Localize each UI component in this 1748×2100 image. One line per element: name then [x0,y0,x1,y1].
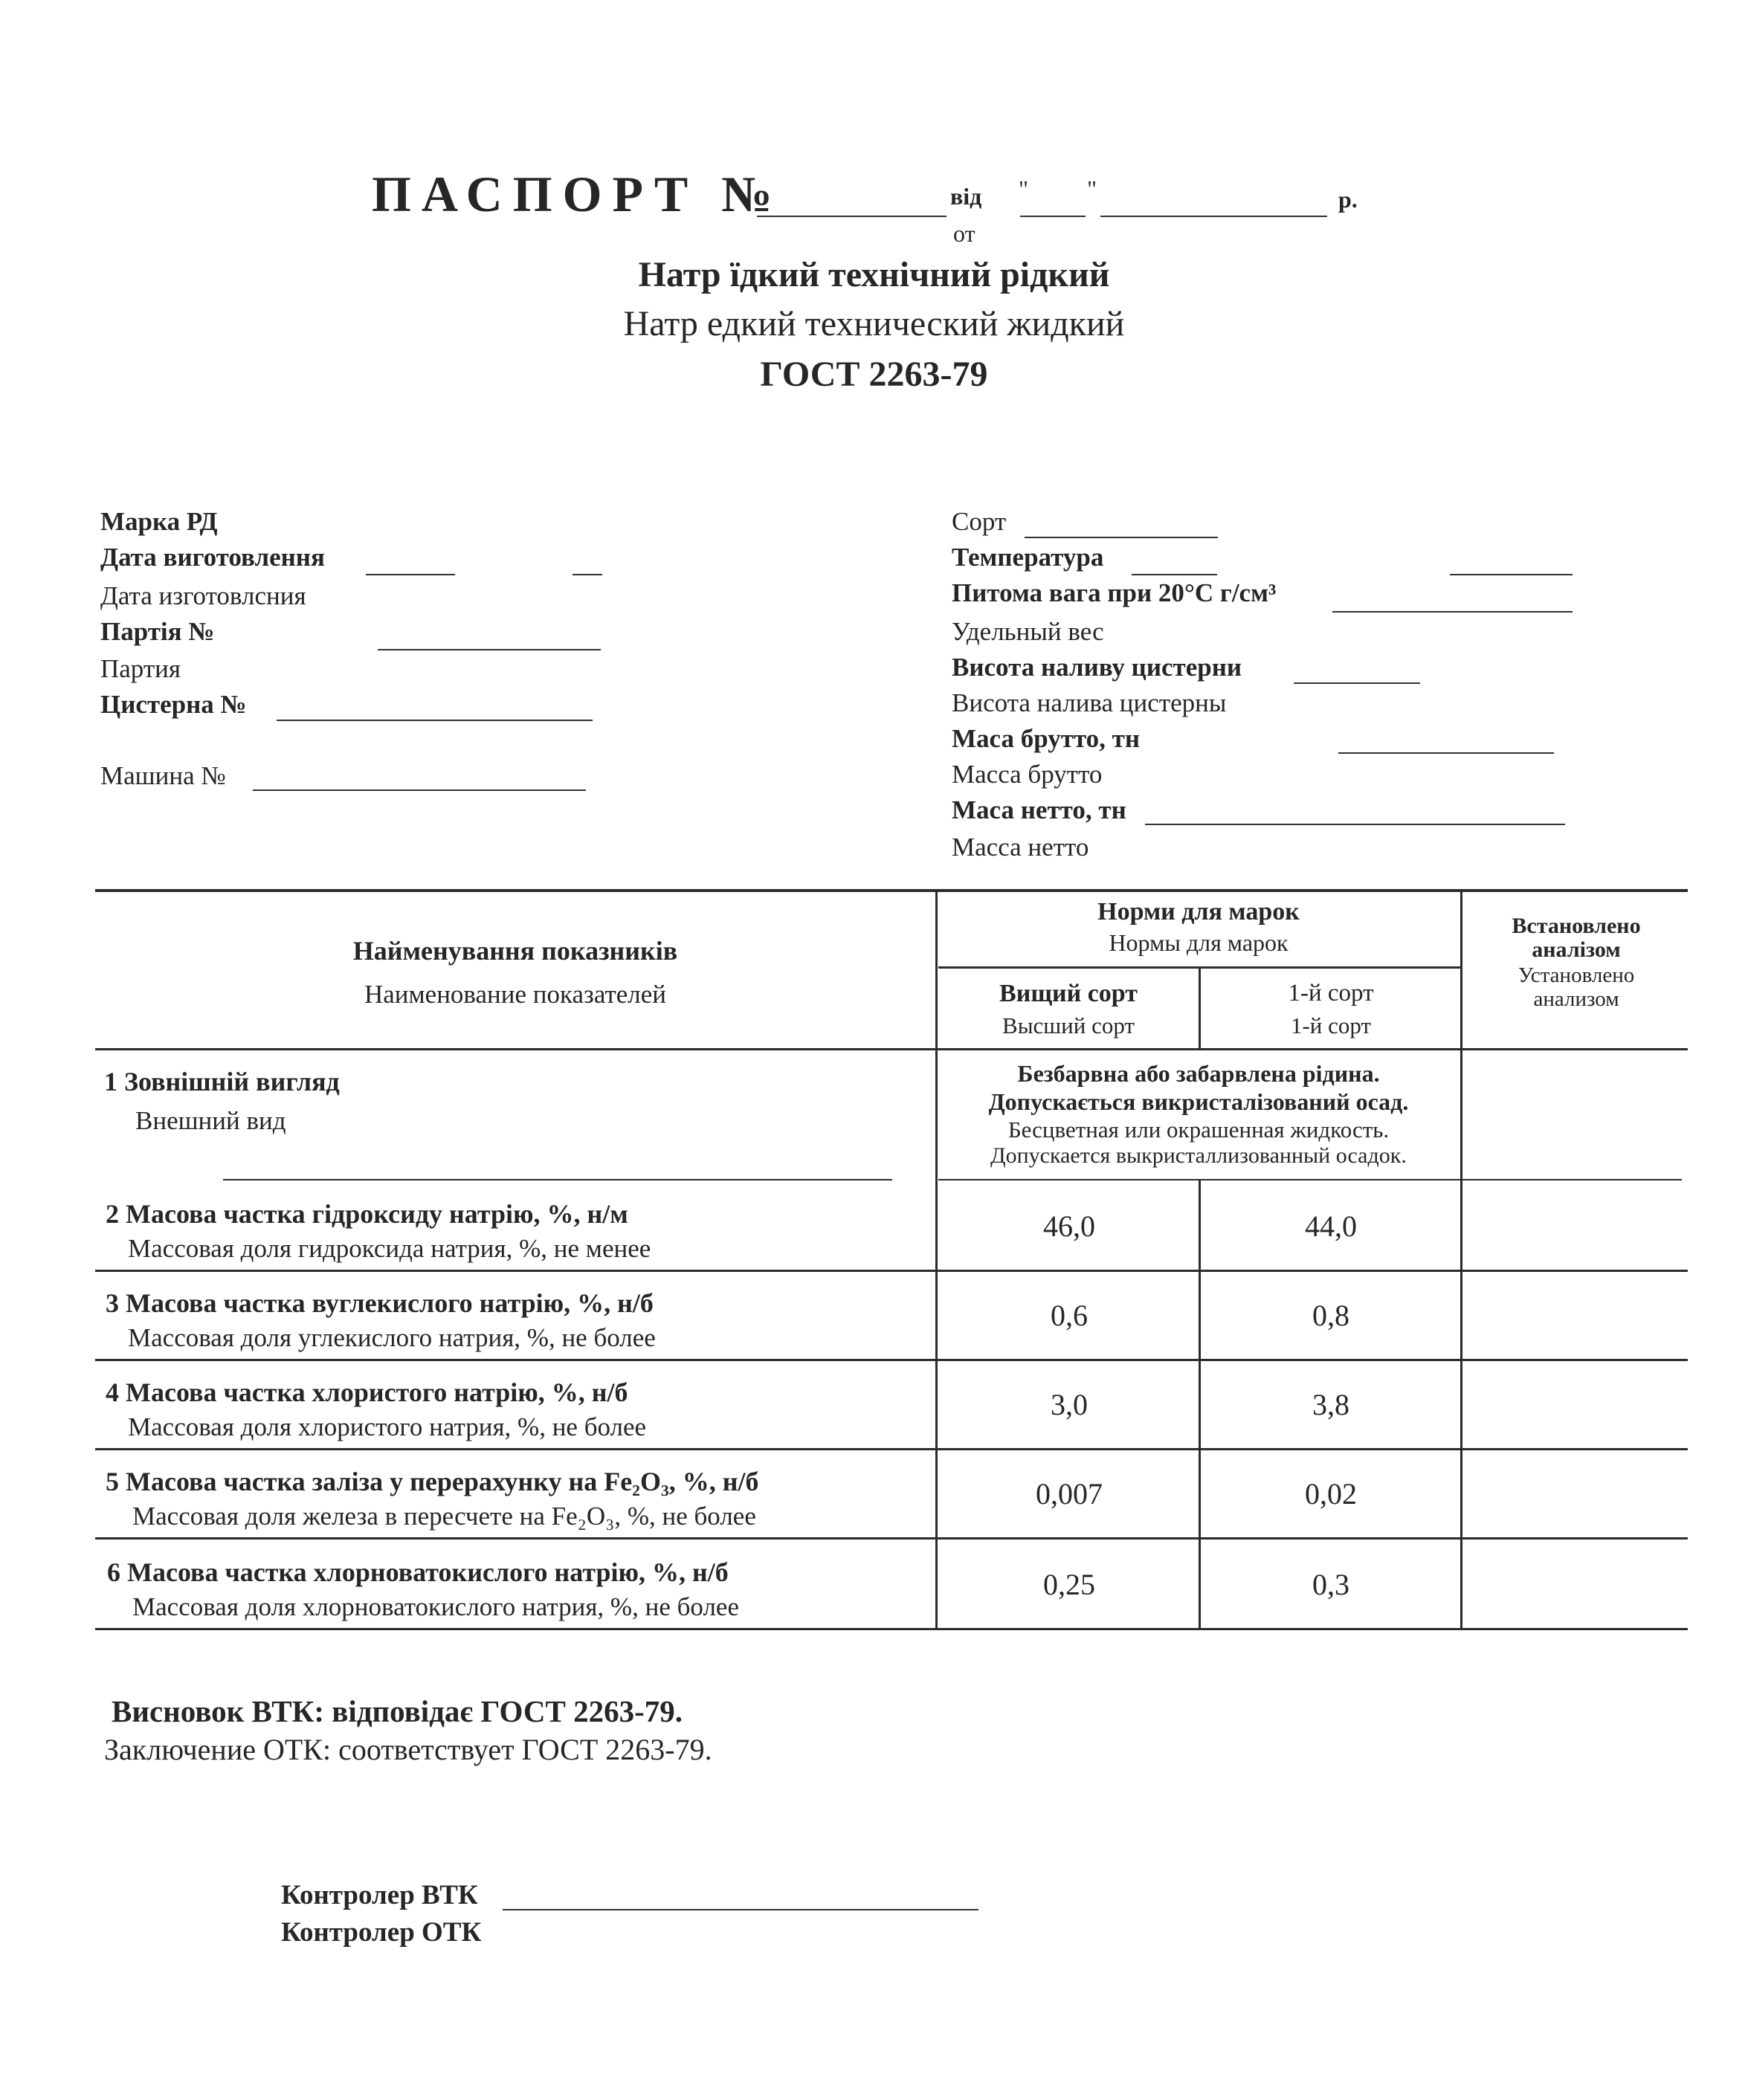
gross-line [1338,752,1554,754]
net-line [1145,824,1565,825]
row5-first-value: 0,02 [1305,1477,1357,1511]
row3-name-ru: Массовая доля углекислого натрия, %, не более [128,1323,656,1352]
height-ru-label: Висота налива цистерны [952,688,1227,717]
row1-desc-ua-2: Допускається викристалізований осад. [988,1088,1409,1115]
row2-divider [95,1270,1688,1272]
passport-number-line [757,216,946,217]
date-line-2 [573,574,602,575]
month-year-line [1100,216,1327,217]
product-name-ua: Натр їдкий технічний рідкий [638,255,1110,294]
product-name-ru: Натр едкий технический жидкий [623,304,1125,343]
first-sort-ru: 1-й сорт [1290,1012,1372,1038]
conclusion-ua: Висновок ВТК: відповідає ГОСТ 2263-79. [112,1694,683,1728]
norms-ru: Нормы для марок [1109,929,1289,956]
date-prefix-ru: от [953,220,975,247]
density-line [1332,611,1573,613]
density-ru-label: Удельный вес [952,617,1104,646]
height-line [1294,682,1420,684]
row3-name-ua: 3 Масова частка вуглекислого натрію, %, н/б [106,1288,654,1318]
grade-field: Марка РД [100,507,218,536]
row1-desc-ru-2: Допускается выкристаллизованный осадок. [990,1143,1407,1168]
date-ru-label: Дата изготовлсния [100,581,306,610]
date-ua-label: Дата виготовлення [100,543,325,572]
header-bottom-border [95,1048,1688,1050]
passport-title: ПАСПОРТ № [372,166,783,222]
sort-column-divider [1199,1180,1201,1630]
tank-line [277,720,593,721]
date-line [366,574,455,575]
signature-line [503,1909,978,1910]
sort-line [1025,537,1218,538]
density-ua-label: Питома вага при 20°С г/см³ [952,578,1277,607]
quote-open: " [1019,175,1029,202]
sort-label: Сорт [952,507,1007,536]
row4-name-ua: 4 Масова частка хлористого натрію, %, н/б [106,1377,628,1407]
row2-first-value: 44,0 [1305,1209,1357,1243]
row1-name-ru: Внешний вид [135,1106,286,1135]
row1-desc-ua-1: Безбарвна або забарвлена рідина. [1017,1060,1380,1087]
temperature-label: Температура [952,543,1104,572]
party-ru-label: Партия [100,654,181,683]
machine-label: Машина № [100,761,226,790]
first-sort-ua: 1-й сорт [1288,980,1374,1007]
net-ua-label: Маса нетто, тн [952,795,1126,824]
row2-top-value: 46,0 [1043,1209,1095,1243]
gross-ua-label: Маса брутто, тн [952,724,1141,753]
table-bottom-border [95,1628,1688,1630]
row6-name-ru: Массовая доля хлорноватокислого натрия, %, не более [132,1592,739,1621]
top-sort-ru: Высший сорт [1002,1012,1135,1038]
table-top-border [95,889,1688,892]
row5-name-ru: Массовая доля железа в пересчете на Fe₂O₃, %, не более [132,1502,756,1531]
row6-top-value: 0,25 [1043,1568,1095,1601]
row1-divider [223,1179,892,1180]
established-ua: Встановлено аналізом [1512,914,1641,962]
controller-otk: Контролер ОТК [281,1917,482,1948]
row6-first-value: 0,3 [1312,1568,1349,1601]
row3-top-value: 0,6 [1051,1299,1088,1332]
standard-code: ГОСТ 2263-79 [760,355,988,394]
top-sort-ua: Вищий сорт [999,980,1138,1007]
row1-name-ua: 1 Зовнішній вигляд [104,1067,340,1096]
col-name-ua: Найменування показників [352,936,678,966]
tank-label: Цистерна № [100,690,247,719]
row4-first-value: 3,8 [1312,1388,1349,1421]
row4-name-ru: Массовая доля хлористого натрия, %, не более [128,1412,647,1441]
name-column-divider [935,889,938,1630]
party-line [378,649,601,650]
row5-name-ua: 5 Масова частка заліза у перерахунку на Fe₂O₃, %, н/б [106,1467,759,1496]
row3-first-value: 0,8 [1312,1299,1349,1332]
net-ru-label: Масса нетто [952,833,1089,862]
temperature-line [1132,574,1217,575]
gross-ru-label: Масса брутто [952,760,1103,789]
row5-divider [95,1537,1688,1540]
norms-ua: Норми для марок [1097,898,1300,925]
day-line [1020,216,1086,217]
row2-name-ua: 2 Масова частка гідроксиду натрію, %, н/м [106,1199,628,1229]
row4-top-value: 3,0 [1051,1388,1088,1421]
row1-desc-ru-1: Бесцветная или окрашенная жидкость. [1007,1117,1390,1143]
machine-line [253,789,586,791]
height-ua-label: Висота наливу цистерни [952,653,1242,682]
temperature-line-2 [1450,574,1573,575]
controller-vtk: Контролер ВТК [281,1880,478,1910]
row3-divider [95,1359,1688,1361]
row4-divider [95,1448,1688,1450]
established-ru: Установлено анализом [1518,963,1635,1011]
date-prefix-ua: від [950,183,982,210]
row5-top-value: 0,007 [1036,1477,1103,1511]
quote-close: " [1087,175,1097,202]
col-name-ru: Наименование показателей [364,980,667,1009]
party-ua-label: Партія № [100,617,215,646]
row1-divider-right [938,1179,1682,1180]
conclusion-ru: Заключение ОТК: соответствует ГОСТ 2263-79. [104,1733,712,1766]
row2-name-ru: Массовая доля гидроксида натрия, %, не менее [128,1234,651,1263]
year-suffix: р. [1338,186,1358,213]
row6-name-ua: 6 Масова частка хлорноватокислого натрію, %, н/б [107,1557,729,1587]
